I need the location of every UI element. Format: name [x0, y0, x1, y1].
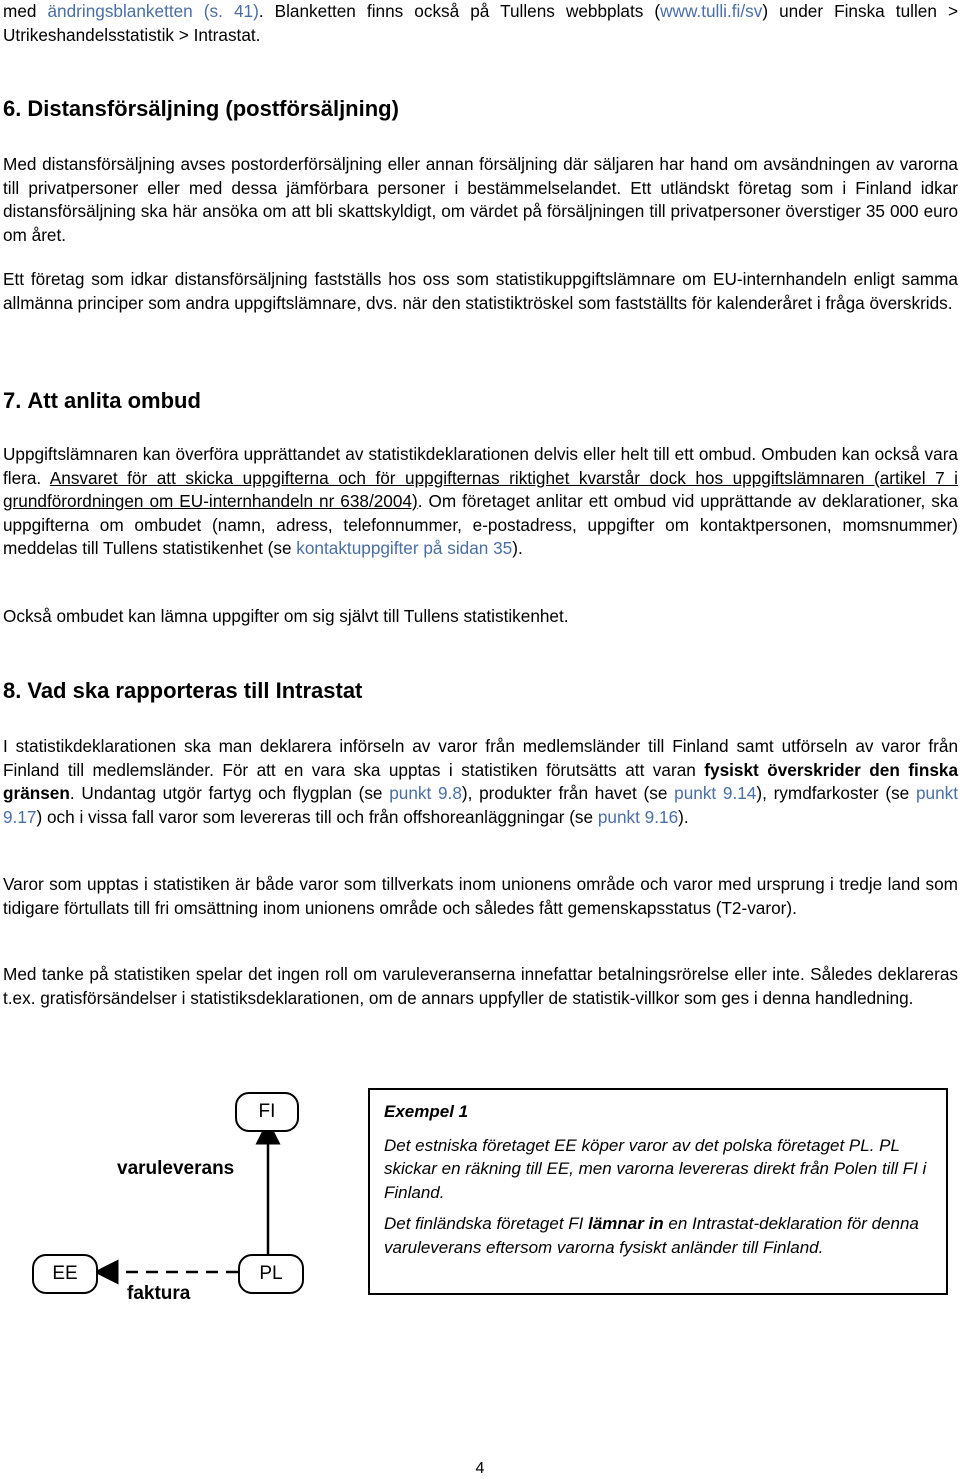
text: ), rymdfarkoster (se [756, 783, 916, 803]
point-9-14-link[interactable]: punkt 9.14 [674, 783, 757, 803]
underlined-text: Ansvaret för att skicka uppgifterna och för uppgifternas riktighet kvarstår dock hos uppgiftslämnaren (artikel 7 i grundförordningen om EU-internhandeln nr 638/2004) [3, 467, 958, 511]
text: I statistikdeklarationen ska man deklarera införseln av varor från medlemsländer till Finland samt utförseln av varor från Finland till medlemsländer. För att en vara ska upptas i statistiken förutsätts att varan [3, 736, 958, 780]
text: ) under Finska tullen > Utrikeshandelsstatistik > Intrastat. [3, 1, 958, 45]
section-8-paragraph-2: Varor som upptas i statistiken är både varor som tillverkats inom unionens område och varor med ursprung i tredje land som tidigare förtullats till fri omsättning inom unionens område och således fått gemenskapsstatus (T2-varor). [3, 874, 958, 918]
bold-text: fysiskt överskrider den finska gränsen [3, 759, 958, 803]
text: ). [512, 538, 523, 558]
section-6-heading [3, 96, 399, 122]
section-7-paragraph-1 [3, 443, 958, 561]
example-paragraph-1: Det estniska företaget EE köper varor av det polska företaget PL. PL skickar en räkning till EE, men varorna levereras direkt från Polen till FI i Finland. [384, 1135, 927, 1202]
text: ). [678, 806, 689, 827]
section-8-paragraph-1 [3, 735, 958, 829]
node-ee: EE [32, 1254, 98, 1294]
point-9-8-link[interactable]: punkt 9.8 [389, 783, 462, 803]
text: . Blanketten finns också på Tullens webbplats ( [258, 1, 661, 21]
section-number: 6. [3, 96, 22, 121]
section-number: 7. [3, 388, 22, 413]
section-number: 8. [3, 678, 22, 703]
website-link[interactable]: www.tulli.fi/sv [660, 1, 763, 21]
trade-flow-diagram [0, 1080, 960, 1320]
node-pl: PL [238, 1254, 304, 1294]
bold-text: lämnar in [588, 1214, 664, 1233]
example-title: Exempel 1 [384, 1102, 469, 1121]
section-8-heading [3, 678, 362, 704]
example-paragraph-2 [384, 1212, 932, 1259]
label-delivery: varuleverans [117, 1158, 235, 1179]
section-title: Att anlita ombud [27, 388, 201, 413]
contact-info-link[interactable]: kontaktuppgifter på sidan 35 [296, 538, 513, 558]
form-link[interactable]: ändringsblanketten (s. 41) [47, 1, 259, 21]
section-title: Distansförsäljning (postförsäljning) [27, 96, 399, 121]
point-9-16-link[interactable]: punkt 9.16 [597, 806, 679, 827]
text: . Om företaget anlitar ett ombud vid upprättande av deklarationer, ska uppgifterna om ombudet (namn, adress, telefonnummer, e-postadress, uppgifter om kontaktpersonen, momsnummer) meddelas till Tullens statistikenhet (se [3, 491, 958, 558]
section-7-paragraph-2: Också ombudet kan lämna uppgifter om sig självt till Tullens statistikenhet. [3, 606, 569, 626]
section-6-paragraph-2: Ett företag som idkar distansförsäljning fastställs hos oss som statistikuppgiftslämnare om EU-internhandeln enligt samma allmänna principer som andra uppgiftslämnare, dvs. när den statistiktröskel som fastställts för kalenderåret i fråga överskrids. [3, 269, 958, 313]
text: Uppgiftslämnaren kan överföra upprättandet av statistikdeklarationen delvis eller helt till ett ombud. Ombuden kan också vara flera. [3, 444, 958, 488]
example-box [368, 1088, 948, 1295]
label-invoice: faktura [127, 1283, 191, 1304]
text: med [3, 1, 48, 21]
page-number: 4 [475, 1460, 485, 1477]
text: Det finländska företaget FI [384, 1214, 589, 1233]
section-8-paragraph-3: Med tanke på statistiken spelar det ingen roll om varuleveranserna innefattar betalningsrörelse eller inte. Således deklareras t.ex. gratisförsändelser i statistiksdeklarationen, om de annars uppfyller de statistik-villkor som ges i denna handledning. [3, 964, 958, 1008]
text: en Intrastat-deklaration för denna varuleverans eftersom varorna fysiskt anländer till Finland. [384, 1214, 919, 1257]
text: . Undantag utgör fartyg och flygplan (se [69, 783, 390, 803]
text: ), produkter från havet (se [461, 783, 675, 803]
intro-paragraph [3, 0, 958, 47]
section-title: Vad ska rapporteras till Intrastat [27, 678, 363, 703]
point-9-17-link[interactable]: punkt 9.17 [3, 783, 958, 827]
section-6-paragraph-1: Med distansförsäljning avses postorderförsäljning eller annan försäljning där säljaren har hand om avsändningen av varorna till privatpersoner eller med dessa jämförbara personer i bestämmelselandet. Ett utländskt företag som i Finland idkar distansförsäljning ska här ansöka om att bli skattskyldigt, om värdet på försäljningen till privatpersoner överstiger 35 000 euro om året. [3, 154, 958, 245]
text: ) och i vissa fall varor som levereras till och från offshoreanläggningar (se [36, 806, 598, 827]
node-fi: FI [235, 1092, 299, 1132]
section-7-heading [3, 388, 201, 414]
